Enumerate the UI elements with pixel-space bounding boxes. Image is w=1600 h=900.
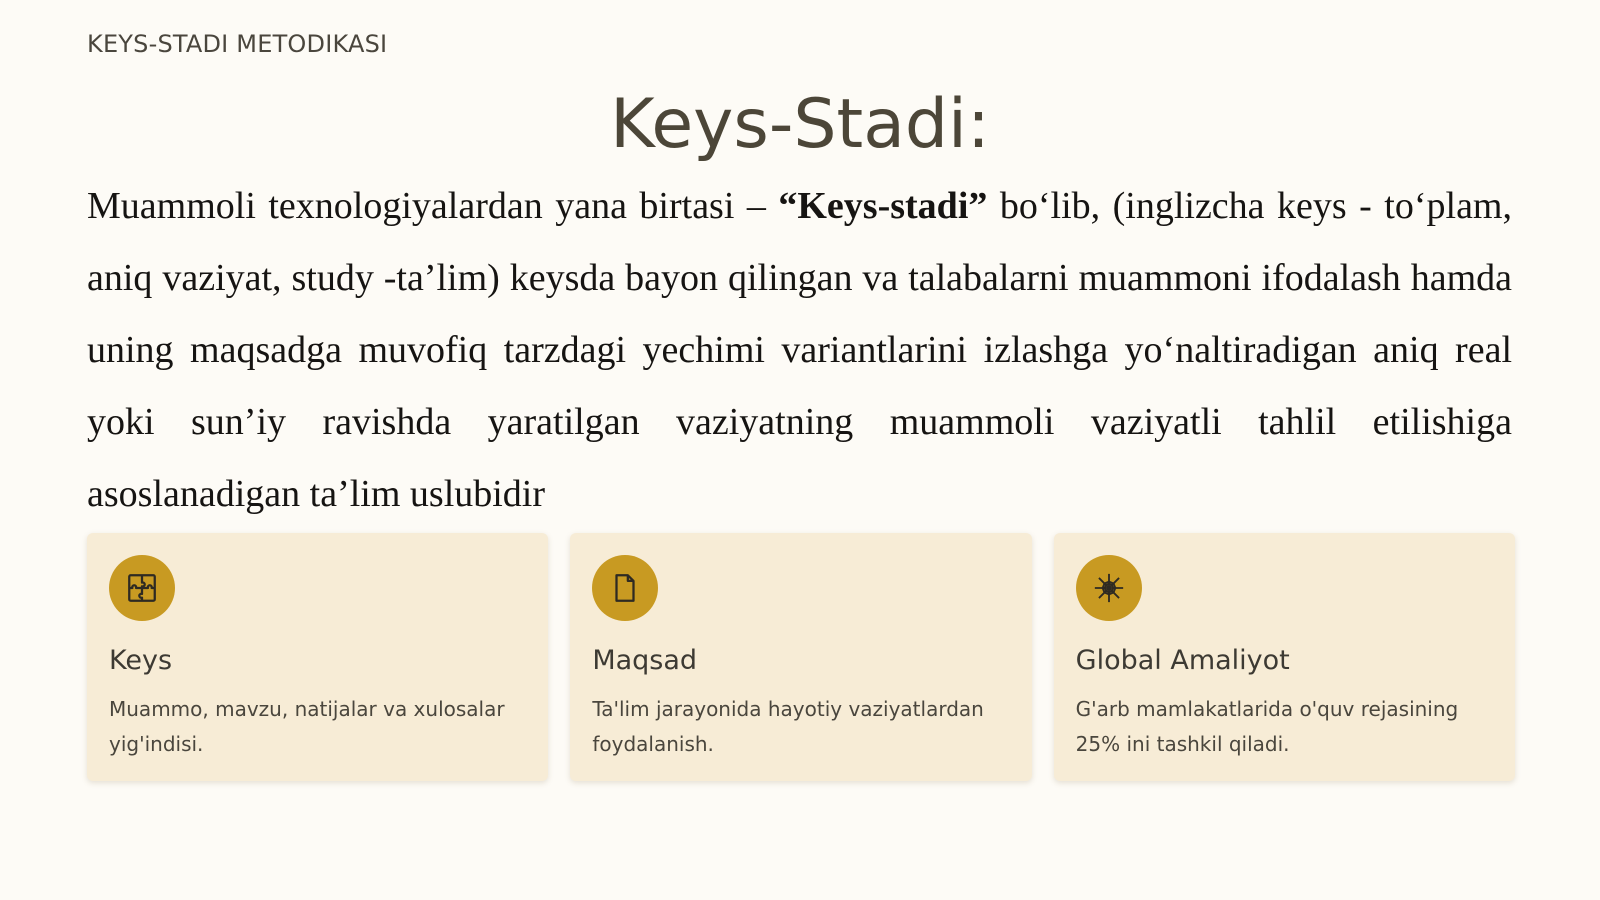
paragraph-emphasis: “Keys-stadi”: [778, 185, 988, 227]
card-title: Global Amaliyot: [1075, 645, 1290, 676]
paragraph-part-1: Muammoli texnologiyalardan yana birtasi –: [87, 185, 779, 227]
section-kicker: KEYS-STADI METODIKASI: [87, 30, 388, 58]
card-description: G'arb mamlakatlarida o'quv rejasining 25% ini tashkil qiladi.: [1075, 697, 1459, 756]
spider-web-icon: [1076, 555, 1142, 621]
card-global-amaliyot: [1054, 533, 1515, 781]
definition-paragraph: [87, 170, 1512, 530]
document-icon: [592, 555, 658, 621]
card-title: Keys: [109, 645, 173, 676]
card-maqsad: [570, 533, 1031, 781]
slide-title: Keys-Stadi:: [610, 85, 990, 164]
card-title: Maqsad: [592, 645, 698, 676]
card-keys: [87, 533, 548, 781]
card-description: Ta'lim jarayonida hayotiy vaziyatlardan foydalanish.: [592, 697, 984, 756]
paragraph-part-2: bo‘lib, (inglizcha keys - to‘plam, aniq vaziyat, study -ta’lim) keysda bayon qilingan va talabalarni muammoni ifodalash hamda uning maqsadga muvofiq tarzdagi yechimi variantlarini izlashga yo‘naltiradigan aniq real yoki sun’iy ravishda yaratilgan vaziyatning muammoli vaziyatli tahlil etilishiga asoslanadigan ta’lim uslubidir: [87, 185, 1512, 515]
info-cards: [87, 533, 1515, 781]
puzzle-icon: [109, 555, 175, 621]
card-description: Muammo, mavzu, natijalar va xulosalar yig'indisi.: [109, 697, 505, 756]
